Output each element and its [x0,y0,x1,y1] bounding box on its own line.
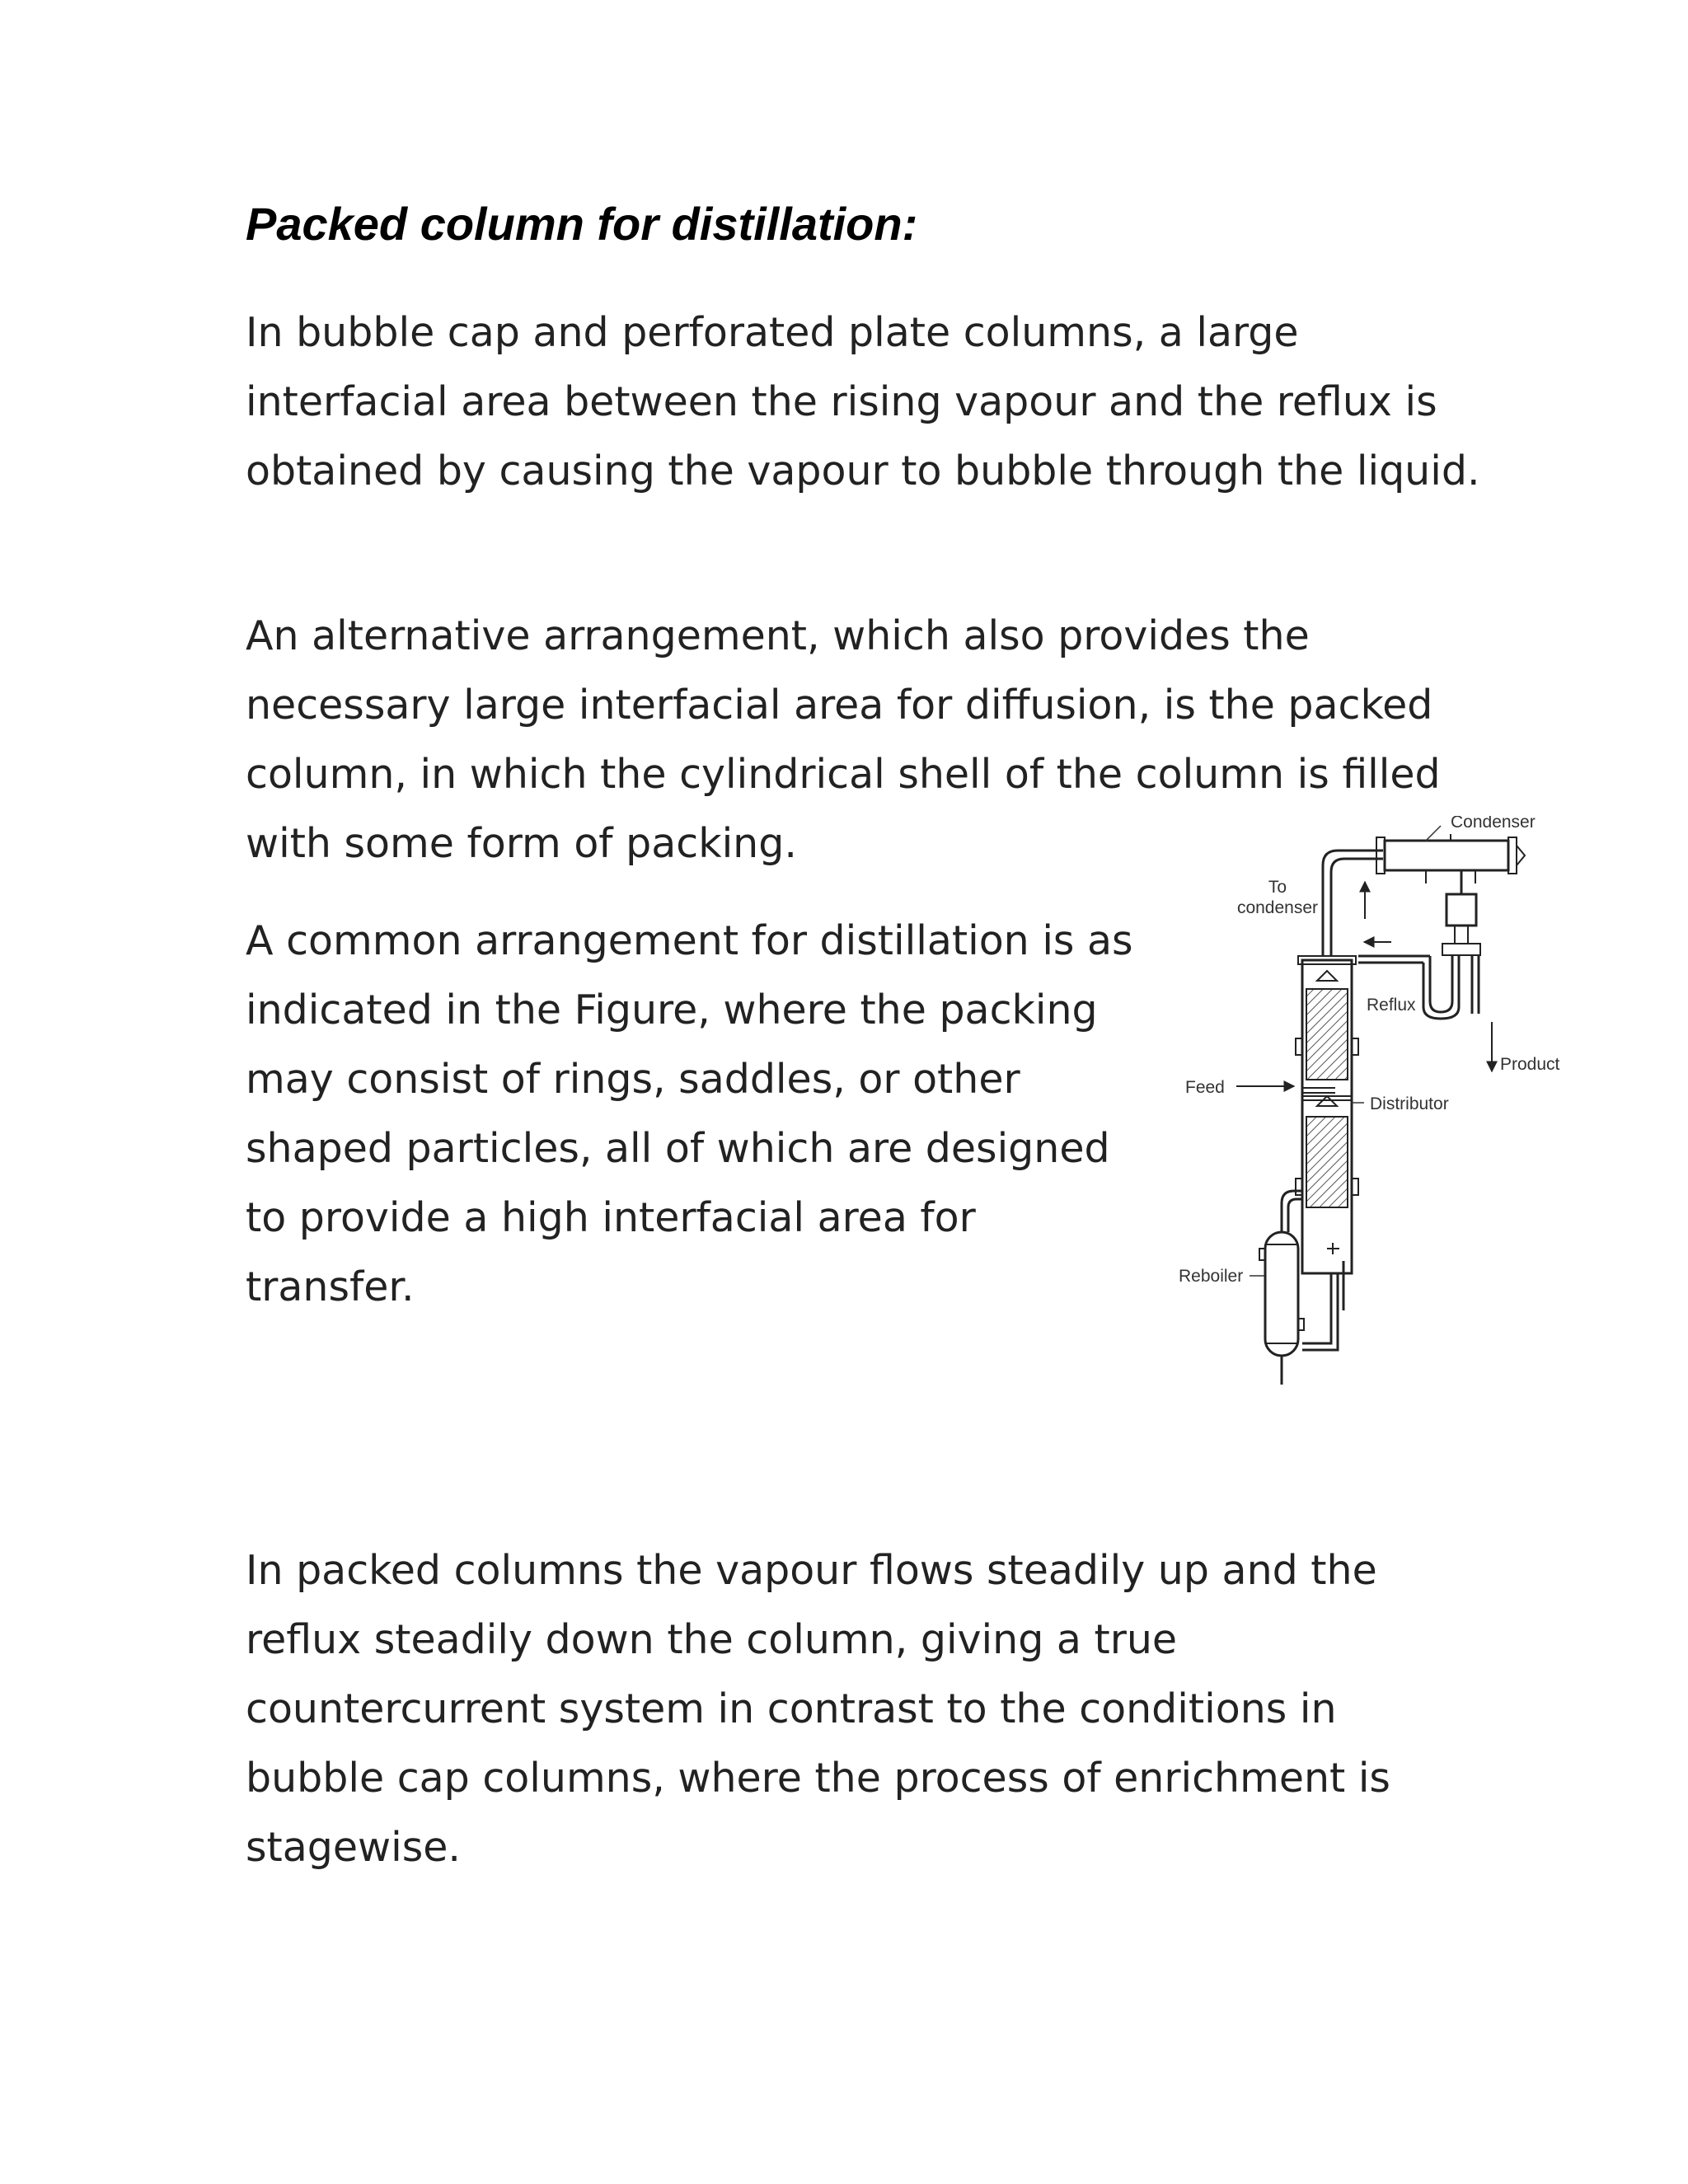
paragraph-alternative-arrangement: An alternative arrangement, which also provides the necessary large interfacial area for diffusion, is the packed column, in which the cylindrical shell of the column is filled with some form of packing. [246,612,1441,867]
to-condenser-label-line2: condenser [1236,898,1319,917]
document-title: Packed column for distillation: [246,198,918,250]
diagram-svg [1179,816,1607,1393]
distributor-label: Distributor [1370,1094,1449,1113]
paragraph-bubble-cap: In bubble cap and perforated plate columns, a large interfacial area between the rising vapour and the reflux is obtained by causing the vapour to bubble through the liquid. [246,309,1480,494]
condenser-unit [1376,834,1525,883]
paragraph-common-arrangement: A common arrangement for distillation is as indicated in the Figure, where the packing may consist of rings, saddles, or other shaped particles, all of which are designed to provide a high interfacial area for transfer. [246,917,1133,1310]
top-distributor [1317,971,1337,981]
product-label: Product [1500,1055,1560,1074]
feed-label: Feed [1185,1078,1225,1097]
feed-line [1236,1086,1335,1093]
packed-column-diagram [1179,816,1607,1393]
reboiler-unit [1259,1232,1304,1385]
condenser-label: Condenser [1451,816,1536,832]
paragraph-packed-columns: In packed columns the vapour flows steadily up and the reflux steadily down the column, giving a true countercurrent system in contrast to the conditions in bubble cap columns, where the process of enrichment is stagewise. [246,1547,1390,1871]
lower-packing-bed [1306,1117,1348,1207]
reboiler-label: Reboiler [1179,1267,1244,1286]
upper-packing-bed [1306,989,1348,1080]
to-condenser-label-line1: To [1268,878,1287,897]
reflux-label: Reflux [1367,996,1416,1015]
product-line [1472,955,1492,1071]
vapour-line [1323,851,1383,956]
